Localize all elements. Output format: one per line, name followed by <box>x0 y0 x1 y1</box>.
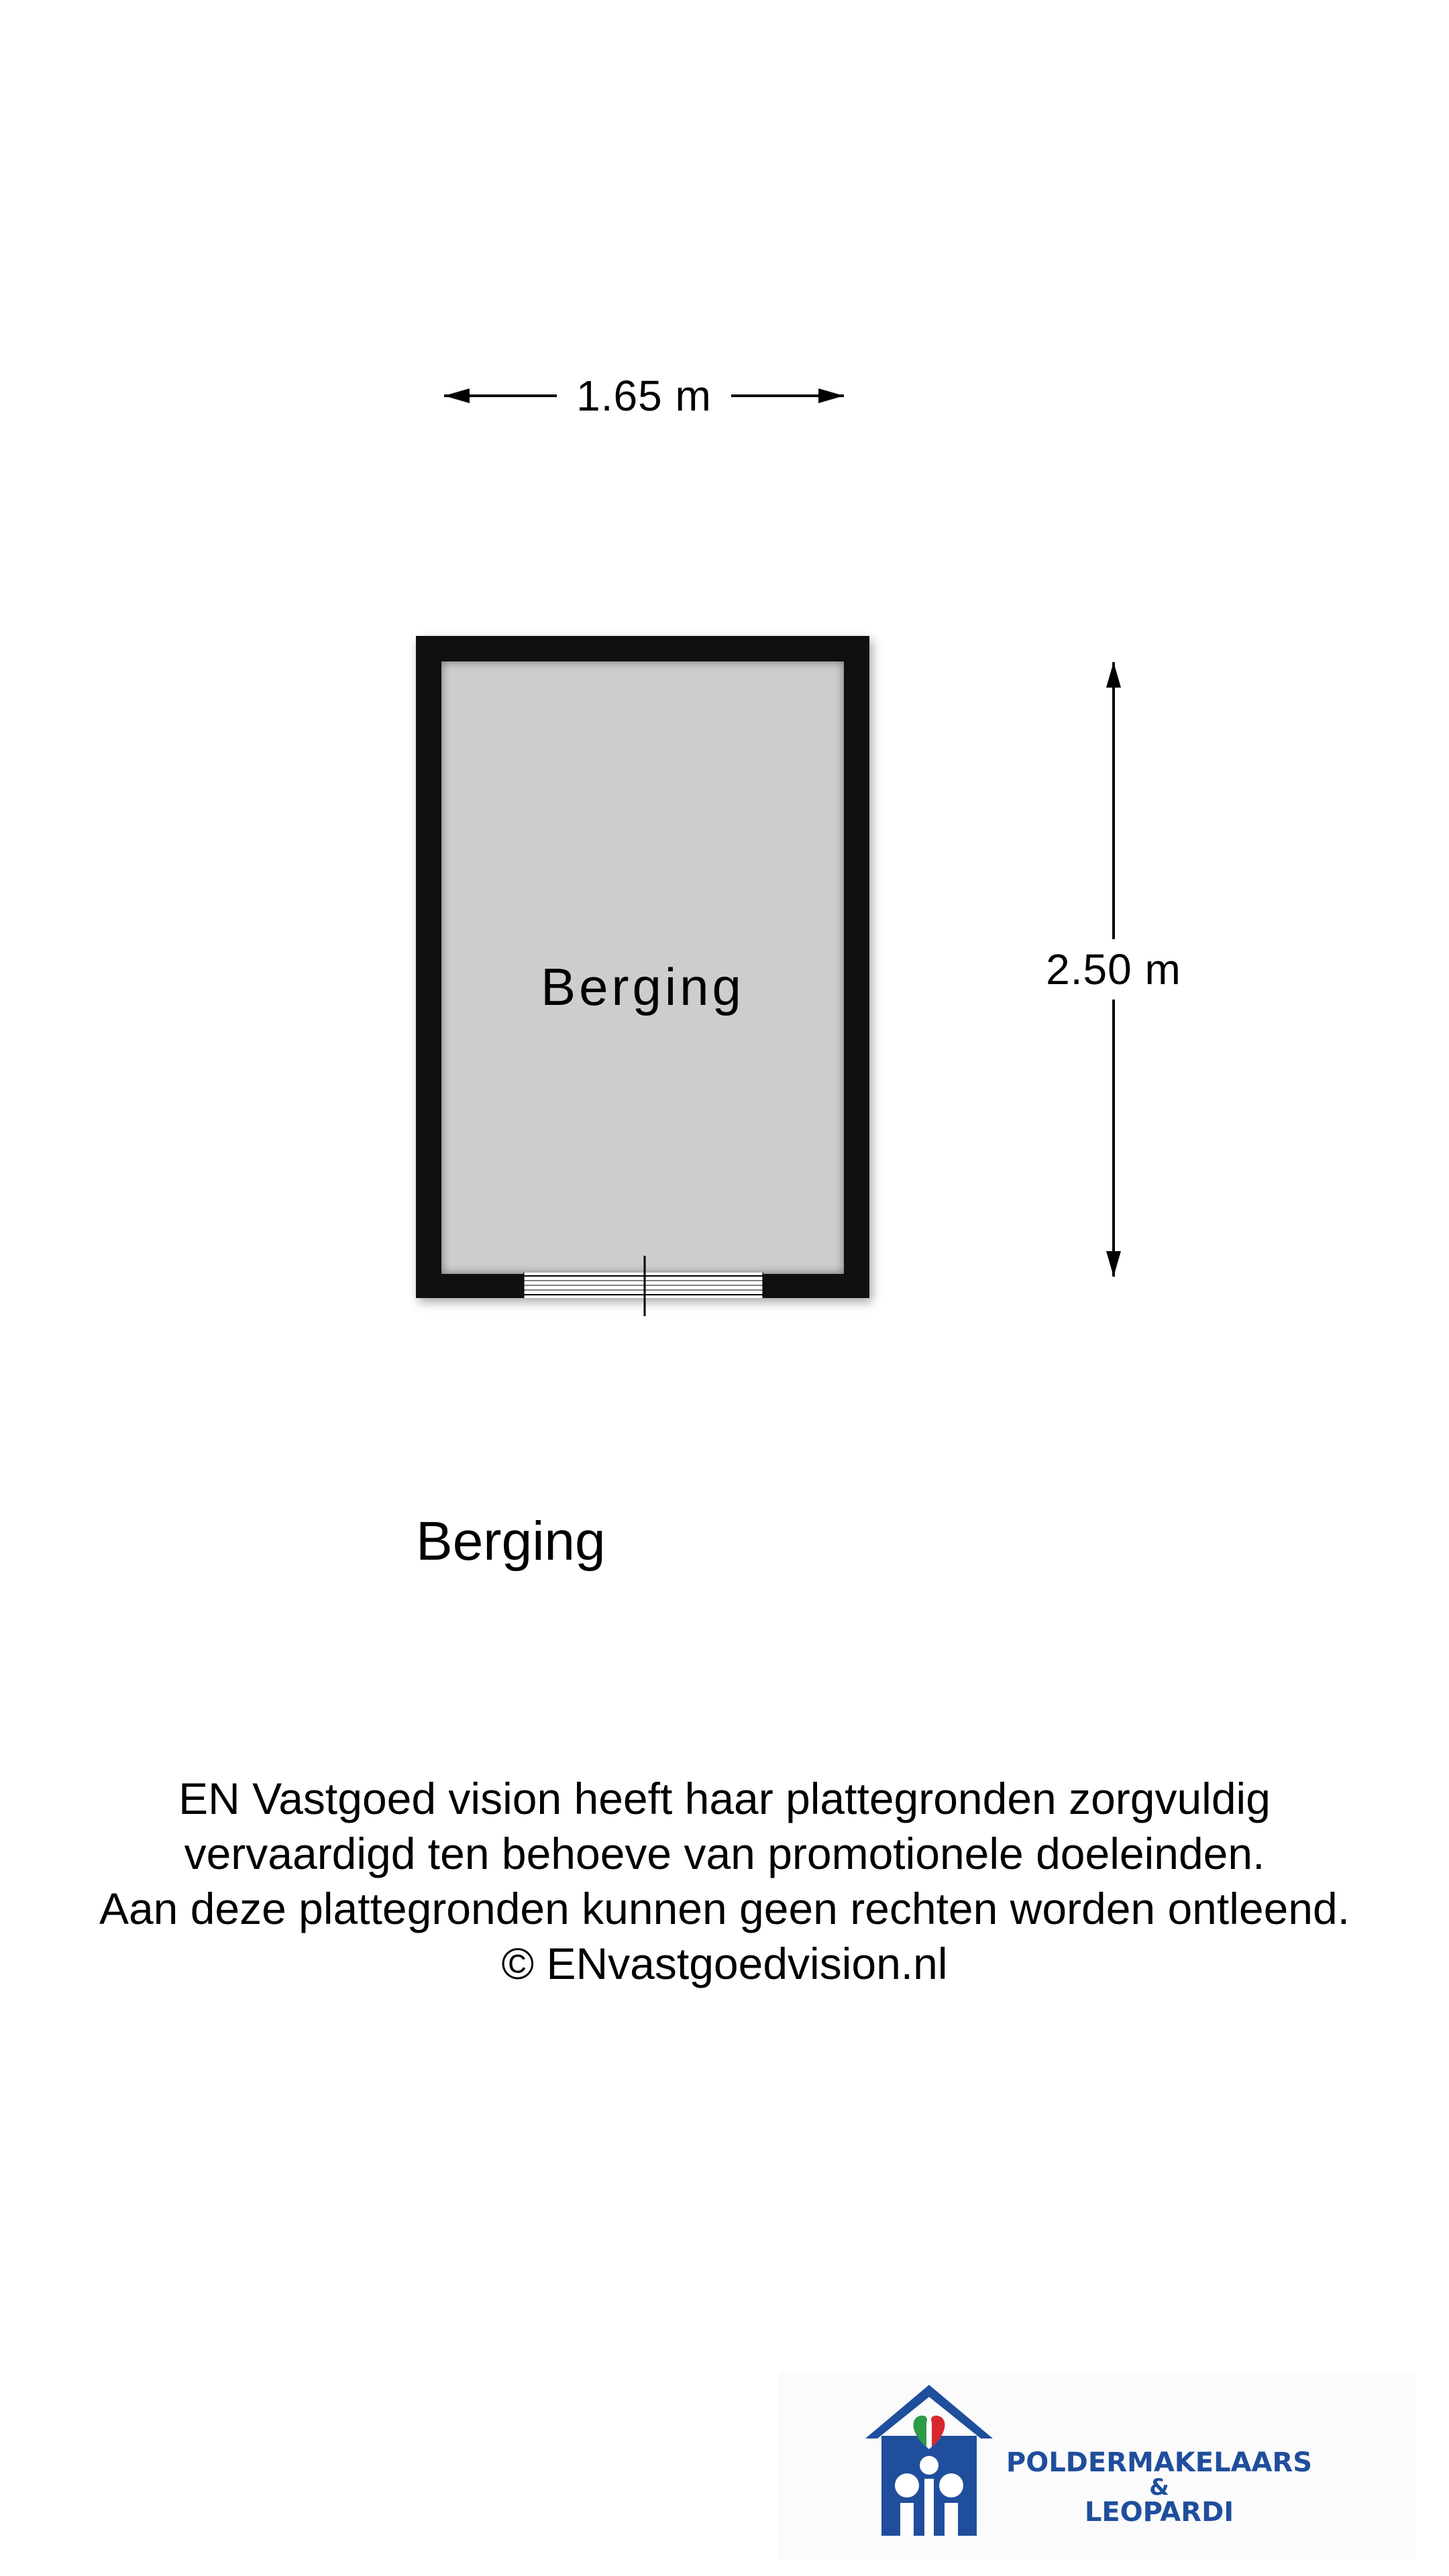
agency-logo <box>778 2371 1415 2559</box>
door-center-tick <box>643 1256 647 1316</box>
floor-title: Berging <box>416 1511 606 1572</box>
copyright-line: © ENvastgoedvision.nl <box>501 1939 948 1988</box>
height-dimension-label: 2.50 m <box>1033 939 1194 1000</box>
disclaimer-text <box>0 1771 1449 1991</box>
logo-text-line1: POLDERMAKELAARS <box>1006 2447 1313 2478</box>
width-dimension-label: 1.65 m <box>557 370 731 421</box>
room-floor <box>441 661 844 1274</box>
logo-text-line3: LEOPARDI <box>1084 2497 1234 2528</box>
logo-text-ampersand: & <box>1149 2474 1169 2501</box>
disclaimer-line: vervaardigd ten behoeve van promotionele doeleinden. <box>184 1829 1265 1878</box>
height-dimension <box>993 654 1234 1285</box>
width-dimension <box>436 369 852 423</box>
logo-wordmark <box>991 2449 1327 2526</box>
disclaimer-line: Aan deze plattegronden kunnen geen rechten worden ontleend. <box>99 1884 1350 1933</box>
disclaimer-line: EN Vastgoed vision heeft haar plattegronden zorgvuldig <box>178 1774 1271 1823</box>
room-name-label: Berging <box>541 957 745 1016</box>
house-heart-logo-icon <box>865 2385 993 2536</box>
room-berging <box>416 636 869 1298</box>
